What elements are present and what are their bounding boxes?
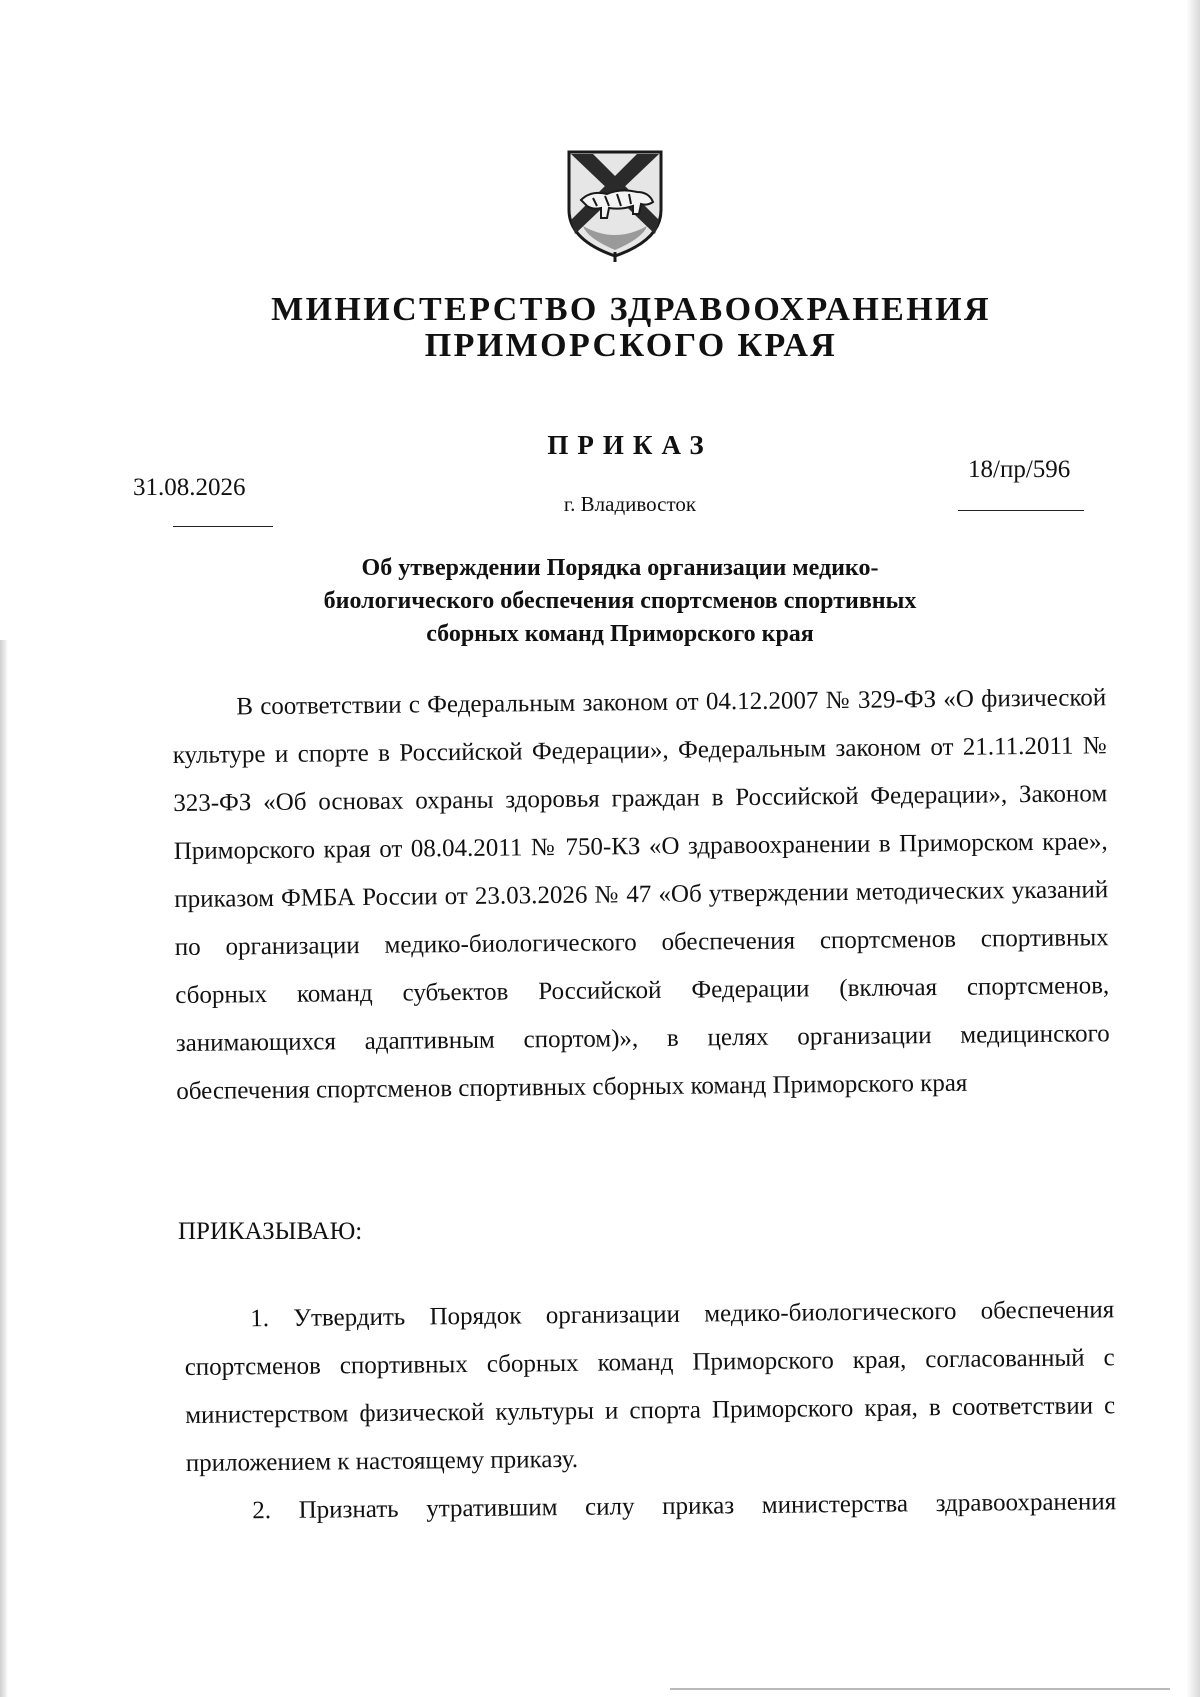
- order-item-1: 1. Утвердить Порядок организации медико-биологического обеспечения спортсменов спортивных сборных команд Приморского края, согласованный с министерством физической культуры и спорта Приморского края, в соответствии с приложением к настоящему приказу.: [184, 1296, 1116, 1477]
- number-underline: [958, 510, 1084, 511]
- title-line-3: сборных команд Приморского края: [426, 621, 814, 647]
- date-underline: [173, 526, 273, 527]
- order-items: [184, 1286, 1116, 1536]
- order-date: 31.08.2026: [133, 474, 246, 501]
- ministry-name: [200, 292, 1062, 364]
- order-word: ПРИКАЗЫВАЮ:: [178, 1218, 363, 1245]
- order-number: 18/пр/596: [968, 456, 1071, 483]
- title-line-2: биологического обеспечения спортсменов спортивных: [323, 588, 917, 614]
- coat-of-arms-icon: [563, 148, 667, 264]
- scan-shadow-left: [0, 640, 8, 1697]
- preamble-text: В соответствии с Федеральным законом от 04.12.2007 № 329-ФЗ «О физической культуре и спорте в Российской Федерации», Федеральным законом от 21.11.2011 № 323-ФЗ «Об основах охраны здоровья граждан в Российской Федерации», Законом Приморского края от 08.04.2011 № 750-КЗ «О здравоохранении в Приморском крае», приказом ФМБА России от 23.03.2026 № 47 «Об утверждении методических указаний по организации медико-биологического обеспечения спортсменов спортивных сборных команд субъектов Российской Федерации (включая спортсменов, занимающихся адаптивным спортом)», в целях организации медицинского обеспечения спортсменов спортивных сборных команд Приморского края: [172, 684, 1110, 1105]
- title-line-1: Об утверждении Порядка организации медико-: [361, 555, 879, 581]
- order-item-2: 2. Признать утратившим силу приказ министерства здравоохранения: [252, 1488, 1117, 1525]
- ministry-line-1: МИНИСТЕРСТВО ЗДРАВООХРАНЕНИЯ: [271, 291, 991, 328]
- scan-edge-bottom: [670, 1688, 1170, 1690]
- scan-shadow-right: [1186, 0, 1200, 1697]
- document-type: ПРИКАЗ: [547, 430, 713, 460]
- order-title: [280, 552, 960, 651]
- city: г. Владивосток: [563, 492, 697, 516]
- ministry-line-2: ПРИМОРСКОГО КРАЯ: [424, 327, 838, 364]
- preamble: [172, 674, 1110, 1116]
